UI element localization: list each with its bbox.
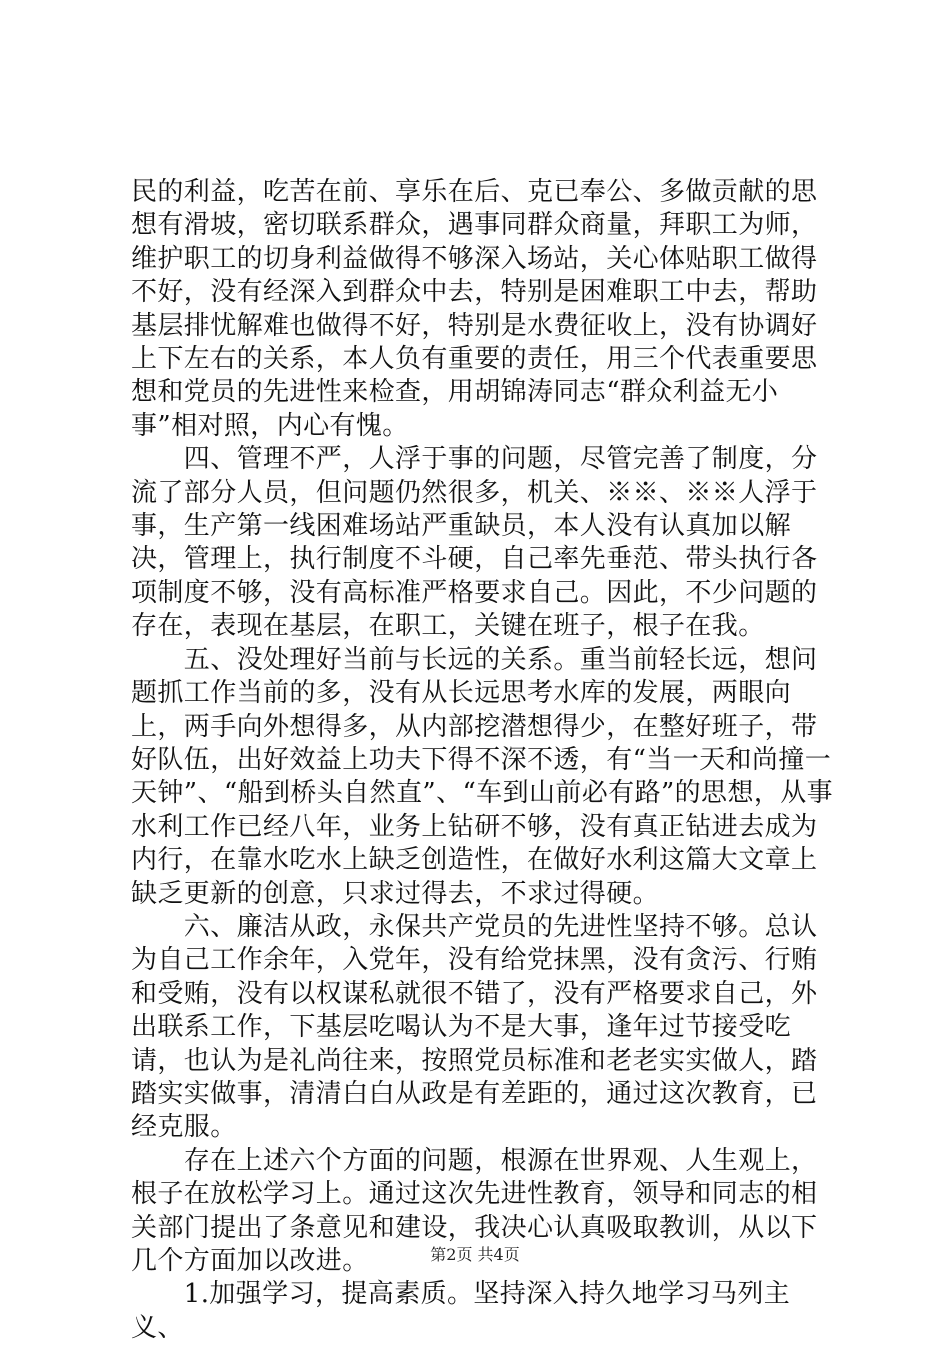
paragraph-6: 1.加强学习，提高素质。坚持深入持久地学习马列主义、	[131, 1279, 791, 1343]
paragraph-5: 存在上述六个方面的问题，根源在世界观、人生观上，根子在放松学习上。通过这次先进性教育，领导和同志的相关部门提出了条意见和建设，我决心认真吸取教训，从以下几个方面加以改进。	[131, 1145, 818, 1276]
page-footer: 第2页 共4页	[430, 1245, 520, 1264]
document-body	[131, 176, 836, 1345]
paragraph-2: 四、管理不严，人浮于事的问题，尽管完善了制度，分流了部分人员，但问题仍然很多，机关、※※、※※人浮于事，生产第一线困难场站严重缺员，本人没有认真加以解决，管理上，执行制度不斗硬，自己率先垂范、带头执行各项制度不够，没有高标准严格要求自己。因此，不少问题的存在，表现在基层，在职工，关键在班子，根子在我。	[131, 444, 818, 642]
paragraph-4: 六、廉洁从政，永保共产党员的先进性坚持不够。总认为自己工作余年，入党年，没有给党抹黑，没有贪污、行贿和受贿，没有以权谋私就很不错了，没有严格要求自己，外出联系工作，下基层吃喝认为不是大事，逢年过节接受吃请，也认为是礼尚往来，按照党员标准和老老实实做人，踏踏实实做事，清清白白从政是有差距的，通过这次教育，已经克服。	[131, 911, 818, 1143]
paragraph-1: 民的利益，吃苦在前、享乐在后、克已奉公、多做贡献的思想有滑坡，密切联系群众，遇事同群众商量，拜职工为师，维护职工的切身利益做得不够深入场站，关心体贴职工做得不好，没有经深入到群众中去，特别是困难职工中去，帮助基层排忧解难也做得不好，特别是水费征收上，没有协调好上下左右的关系，本人负有重要的责任，用三个代表重要思想和党员的先进性来检查，用胡锦涛同志“群众利益无小事”相对照，内心有愧。	[131, 177, 818, 441]
paragraph-3: 五、没处理好当前与长远的关系。重当前轻长远，想问题抓工作当前的多，没有从长远思考水库的发展，两眼向上，两手向外想得多，从内部挖潜想得少，在整好班子，带好队伍，出好效益上功夫下得不深不透，有“当一天和尚撞一天钟”、“船到桥头自然直”、“车到山前必有路”的思想，从事水利工作已经八年，业务上钻研不够，没有真正钻进去成为内行，在靠水吃水上缺乏创造性，在做好水利这篇大文章上缺乏更新的创意，只求过得去，不求过得硬。	[131, 644, 834, 909]
